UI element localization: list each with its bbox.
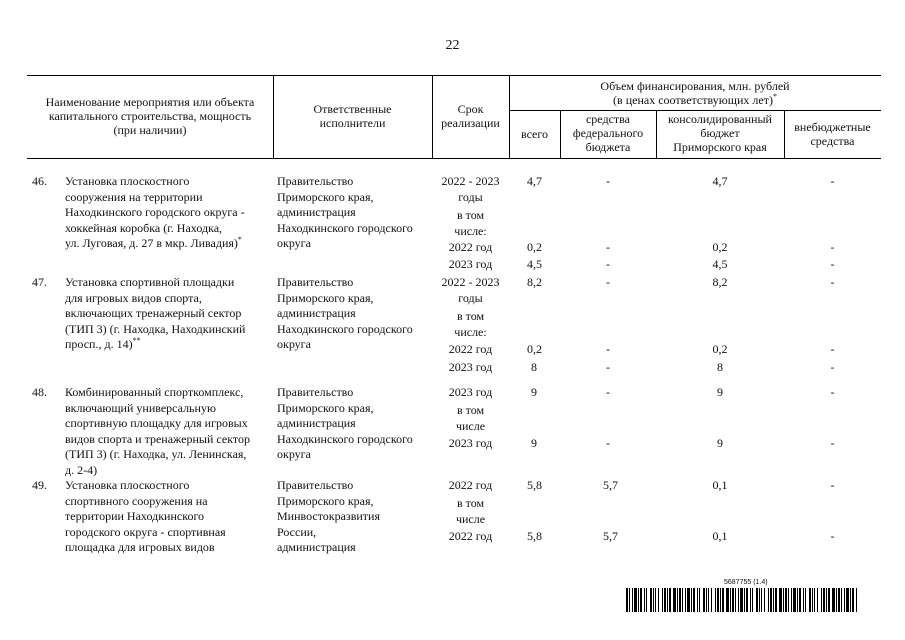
value-total: 9 — [531, 436, 537, 450]
funding-sub-rule — [509, 110, 881, 111]
header-bottom-rule — [27, 158, 881, 159]
row-term: 2022 - 2023 — [441, 174, 500, 188]
row-name: Установка спортивной площадки для игровых видов спорта, включающих тренажерный сектор (ТИП 3) (г. Находка, Находкинский просп., д. 14)** — [65, 275, 246, 351]
barcode-bar — [788, 588, 789, 612]
value-extra: - — [830, 257, 835, 271]
value-extra: - — [830, 385, 835, 399]
row-number: 49. — [32, 478, 47, 492]
barcode-number: 5687755 (1.4) — [724, 579, 768, 586]
value-total: 5,8 — [527, 529, 542, 543]
value-total: 8 — [531, 360, 537, 374]
barcode-bar — [823, 588, 825, 612]
barcode-bar — [646, 588, 647, 612]
header-sub-consolidated: консолидированный бюджет Приморского края — [668, 112, 772, 154]
barcode-bar — [768, 588, 769, 612]
value-extra: - — [830, 275, 835, 289]
barcode-bar — [838, 588, 840, 612]
row-number: 46. — [32, 174, 47, 188]
value-extra: - — [830, 436, 835, 450]
barcode-bar — [805, 588, 806, 612]
barcode-bar — [779, 588, 782, 612]
barcode-bar — [817, 588, 818, 612]
barcode-bar — [783, 588, 784, 612]
barcode-bar — [703, 588, 705, 612]
value-consolidated: 0,2 — [712, 342, 728, 356]
row-term: числе: — [454, 224, 487, 238]
value-consolidated: 9 — [717, 385, 723, 399]
barcode-bar — [667, 588, 668, 612]
barcode-bar — [693, 588, 695, 612]
header-name-col: Наименование мероприятия или объекта капитального строительства, мощность (при наличии) — [45, 95, 255, 137]
row-term: годы — [458, 291, 483, 305]
barcode-bar — [699, 588, 700, 612]
barcode-bar — [812, 588, 813, 612]
row-name: Комбинированный спорткомплекс, включающий универсальную спортивную площадку для игровых видов спорта и тренажерный сектор (ТИП 3) (г. Находка, ул. Ленинская, д. 2-4) — [65, 385, 250, 477]
row-executors: Правительство Приморского края, администрация Находкинского городского округа — [277, 174, 413, 250]
row-term: 2022 год — [448, 478, 493, 492]
value-extra: - — [830, 174, 835, 188]
value-total: 4,5 — [527, 257, 542, 271]
barcode-bar — [821, 588, 822, 612]
row-term: в том — [456, 496, 485, 510]
row-term: числе: — [454, 325, 487, 339]
row-executors: Правительство Приморского края, Минвостокразвития России, администрация — [277, 478, 380, 554]
barcode-bar — [720, 588, 721, 612]
value-total: 8,2 — [527, 275, 542, 289]
row-term: годы — [458, 190, 483, 204]
header-sub-total: всего — [520, 127, 549, 141]
barcode-bar — [629, 588, 630, 612]
barcode-bar — [717, 588, 719, 612]
row-name: Установка плоскостного спортивного сооружения на территории Находкинского городского округа - спортивная площадка для игровых видов — [65, 478, 226, 554]
barcode-bar — [761, 588, 762, 612]
value-federal: 5,7 — [603, 478, 618, 492]
row-number: 47. — [32, 275, 47, 289]
barcode-bar — [770, 588, 772, 612]
barcode-bar — [687, 588, 690, 612]
value-extra: - — [830, 240, 835, 254]
row-term: 2022 год — [448, 342, 493, 356]
barcode-bar — [691, 588, 692, 612]
value-total: 4,7 — [527, 174, 542, 188]
barcode-bar — [814, 588, 815, 612]
row-term: 2023 год — [448, 257, 493, 271]
barcode-bar — [685, 588, 686, 612]
row-term: 2022 - 2023 — [441, 275, 500, 289]
value-federal: - — [606, 360, 610, 374]
barcode-bar — [752, 588, 753, 612]
value-consolidated: 0,1 — [712, 529, 728, 543]
barcode-bar — [799, 588, 801, 612]
value-total: 0,2 — [527, 240, 542, 254]
barcode-bar — [715, 588, 716, 612]
barcode-bar — [732, 588, 734, 612]
header-top-rule — [27, 75, 881, 76]
value-consolidated: 8,2 — [712, 275, 728, 289]
barcode-bar — [634, 588, 637, 612]
row-executors: Правительство Приморского края, администрация Находкинского городского округа — [277, 385, 413, 461]
barcode-bar — [846, 588, 849, 612]
barcode-bar — [640, 588, 642, 612]
barcode-bar — [677, 588, 678, 612]
value-federal: - — [606, 275, 610, 289]
barcode-bar — [852, 588, 854, 612]
barcode-bar — [669, 588, 671, 612]
barcode-bar — [832, 588, 835, 612]
value-total: 5,8 — [527, 478, 542, 492]
barcode-bar — [664, 588, 666, 612]
barcode-bar — [793, 588, 796, 612]
row-term: 2022 год — [448, 529, 493, 543]
row-term: числе — [455, 419, 486, 433]
header-term-col: Срок реализации — [441, 102, 500, 130]
value-consolidated: 4,5 — [712, 257, 728, 271]
barcode-bar — [844, 588, 845, 612]
barcode-bar — [836, 588, 837, 612]
barcode-bar — [632, 588, 633, 612]
barcode-bar — [775, 588, 777, 612]
row-term: в том — [456, 309, 485, 323]
barcode-bar — [791, 588, 792, 612]
barcode-bar — [850, 588, 851, 612]
header-sub-extra: внебюджетные средства — [794, 120, 871, 148]
value-consolidated: 0,1 — [712, 478, 728, 492]
barcode-bar — [708, 588, 709, 612]
row-term: 2023 год — [448, 360, 493, 374]
row-term: числе — [455, 512, 486, 526]
row-name: Установка плоскостного сооружения на территории Находкинского городского округа - хоккейная коробка (г. Находка, ул. Луговая, д. 27 в мкр. Ливадия)* — [65, 174, 245, 250]
page-number: 22 — [445, 38, 460, 53]
header-exec-col: Ответственные исполнители — [313, 102, 392, 130]
barcode-bar — [785, 588, 787, 612]
barcode-bar — [673, 588, 676, 612]
barcode-bar — [638, 588, 639, 612]
value-federal: - — [606, 257, 610, 271]
value-total: 0,2 — [527, 342, 542, 356]
header-sub-federal: средства федерального бюджета — [572, 112, 644, 154]
barcode-bar — [711, 588, 712, 612]
barcode-bar — [735, 588, 736, 612]
barcode-bar — [841, 588, 842, 612]
barcode-bar — [746, 588, 748, 612]
barcode-bar — [626, 588, 628, 612]
barcode-bar — [764, 588, 765, 612]
barcode-bar — [773, 588, 774, 612]
barcode-bar — [644, 588, 645, 612]
barcode-bar — [650, 588, 652, 612]
value-federal: - — [606, 436, 610, 450]
barcode-bar — [759, 588, 760, 612]
row-term: 2023 год — [448, 436, 493, 450]
barcode-bar — [750, 588, 751, 612]
barcode-bar — [682, 588, 683, 612]
value-federal: - — [606, 174, 610, 188]
value-consolidated: 4,7 — [712, 174, 728, 188]
value-extra: - — [830, 342, 835, 356]
value-consolidated: 8 — [717, 360, 723, 374]
barcode-bar — [826, 588, 827, 612]
barcode-bar — [706, 588, 707, 612]
barcode-bar — [856, 588, 857, 612]
barcode-bar — [722, 588, 724, 612]
barcode-bar — [730, 588, 731, 612]
barcode-bar — [828, 588, 830, 612]
value-consolidated: 0,2 — [712, 240, 728, 254]
barcode-bar — [797, 588, 798, 612]
value-extra: - — [830, 360, 835, 374]
value-federal: - — [606, 342, 610, 356]
barcode-bar — [756, 588, 758, 612]
barcode-bar — [803, 588, 804, 612]
value-consolidated: 9 — [717, 436, 723, 450]
barcode-bar — [738, 588, 739, 612]
barcode-bar — [662, 588, 663, 612]
barcode-bar — [726, 588, 729, 612]
value-federal: - — [606, 240, 610, 254]
barcode-bar — [697, 588, 698, 612]
row-term: в том — [456, 403, 485, 417]
value-extra: - — [830, 478, 835, 492]
value-federal: - — [606, 385, 610, 399]
barcode-bar — [744, 588, 745, 612]
value-total: 9 — [531, 385, 537, 399]
barcode-bar — [679, 588, 681, 612]
barcode-bar — [658, 588, 659, 612]
barcode-bar — [809, 588, 811, 612]
barcode-bar — [653, 588, 654, 612]
value-extra: - — [830, 529, 835, 543]
barcode-bar — [655, 588, 656, 612]
header-funding-title: Объем финансирования, млн. рублей (в ценах соответствующих лет)* — [600, 79, 790, 107]
barcode-bar — [740, 588, 743, 612]
value-federal: 5,7 — [603, 529, 618, 543]
row-executors: Правительство Приморского края, администрация Находкинского городского округа — [277, 275, 413, 351]
row-term: 2023 год — [448, 385, 493, 399]
row-term: в том — [456, 208, 485, 222]
row-number: 48. — [32, 385, 47, 399]
row-term: 2022 год — [448, 240, 493, 254]
barcode — [626, 588, 858, 612]
